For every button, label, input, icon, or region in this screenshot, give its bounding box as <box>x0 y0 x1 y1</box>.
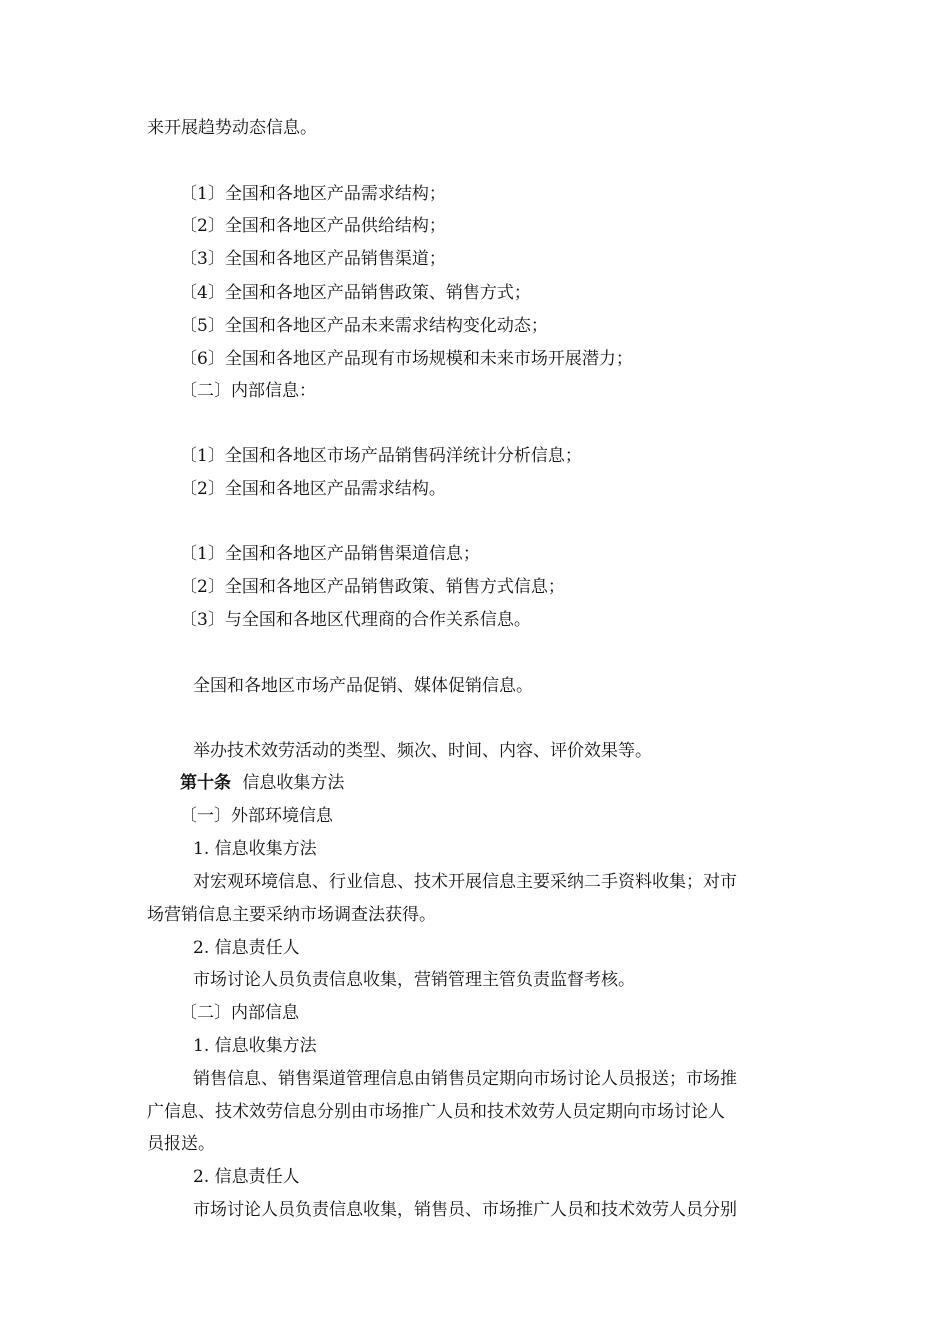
paragraph: 市场讨论人员负责信息收集，销售员、市场推广人员和技术效劳人员分别 <box>193 1200 737 1220</box>
paragraph: 场营销信息主要采纳市场调查法获得。 <box>147 905 436 925</box>
list-item: 〔2〕全国和各地区产品销售政策、销售方式信息； <box>180 577 565 597</box>
text-line: 来开展趋势动态信息。 <box>147 118 317 138</box>
list-item: 〔3〕与全国和各地区代理商的合作关系信息。 <box>180 610 531 630</box>
paragraph: 全国和各地区市场产品促销、媒体促销信息。 <box>193 676 533 696</box>
section-heading: 〔二〕内部信息 <box>180 1003 299 1023</box>
list-item: 〔3〕全国和各地区产品销售渠道； <box>180 249 446 269</box>
list-item: 〔1〕全国和各地区市场产品销售码洋统计分析信息； <box>180 446 582 466</box>
section-heading: 〔二〕内部信息： <box>180 381 316 401</box>
list-item: 〔5〕全国和各地区产品未来需求结构变化动态； <box>180 316 548 336</box>
paragraph: 举办技术效劳活动的类型、频次、时间、内容、评价效果等。 <box>193 741 652 761</box>
paragraph: 员报送。 <box>147 1134 215 1154</box>
paragraph: 市场讨论人员负责信息收集，营销管理主管负责监督考核。 <box>193 970 635 990</box>
paragraph: 对宏观环境信息、行业信息、技术开展信息主要采纳二手资料收集；对市 <box>193 872 737 892</box>
section-heading: 〔一〕外部环境信息 <box>180 806 333 826</box>
article-heading <box>180 772 344 794</box>
paragraph: 广信息、技术效劳信息分别由市场推广人员和技术效劳人员定期向市场讨论人 <box>147 1102 725 1122</box>
list-item: 〔2〕全国和各地区产品需求结构。 <box>180 479 446 499</box>
article-title: 信息收集方法 <box>242 773 345 793</box>
subsection-heading: 2. 信息责任人 <box>193 938 300 958</box>
list-item: 〔1〕全国和各地区产品需求结构； <box>180 184 446 204</box>
list-item: 〔1〕全国和各地区产品销售渠道信息； <box>180 544 480 564</box>
subsection-heading: 1. 信息收集方法 <box>193 839 317 859</box>
list-item: 〔2〕全国和各地区产品供给结构； <box>180 216 446 236</box>
subsection-heading: 2. 信息责任人 <box>193 1167 300 1187</box>
list-item: 〔4〕全国和各地区产品销售政策、销售方式； <box>180 283 531 303</box>
paragraph: 销售信息、销售渠道管理信息由销售员定期向市场讨论人员报送；市场推 <box>193 1069 737 1089</box>
list-item: 〔6〕全国和各地区产品现有市场规模和未来市场开展潜力； <box>180 349 633 369</box>
subsection-heading: 1. 信息收集方法 <box>193 1036 317 1056</box>
article-number: 第十条 <box>180 773 231 793</box>
